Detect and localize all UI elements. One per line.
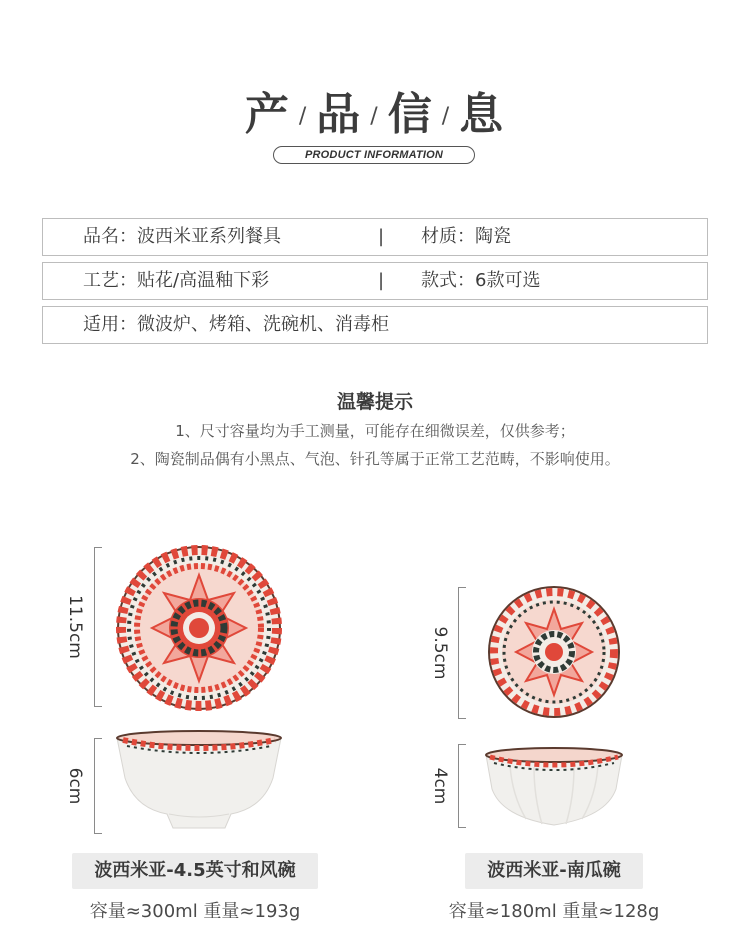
product-spec: 容量≈300ml 重量≈193g [89, 901, 301, 922]
pumpkin-bowl-side-view-image [482, 745, 626, 831]
title-separator: / [441, 103, 452, 129]
pumpkin-bowl-top-view-image [487, 585, 621, 719]
diameter-label: 9.5cm [430, 626, 450, 680]
bowl-top-view-image [116, 545, 282, 711]
tip-line: 2、陶瓷制品偶有小黑点、气泡、针孔等属于正常工艺范畴，不影响使用。 [130, 450, 620, 468]
info-row-usage [42, 306, 708, 344]
height-label: 6cm [65, 767, 85, 805]
diameter-dimension-line [94, 547, 101, 707]
craft-cell: 工艺：贴花/高温釉下彩 [83, 270, 270, 291]
material-cell: 材质：陶瓷 [421, 226, 511, 247]
product-name-badge: 波西米亚-南瓜碗 [465, 853, 643, 889]
product-spec: 容量≈180ml 重量≈128g [448, 901, 660, 922]
tip-line: 1、尺寸容量均为手工测量，可能存在细微误差，仅供参考； [175, 422, 575, 440]
bowl-side-view-image [113, 730, 285, 834]
style-cell: 款式：6款可选 [421, 270, 541, 291]
product-name-badge: 波西米亚-4.5英寸和风碗 [72, 853, 318, 889]
title-char: 息 [459, 89, 506, 140]
height-dimension-line [458, 744, 465, 828]
info-row-name-material [42, 218, 708, 256]
title-separator: / [370, 103, 380, 129]
page-title [0, 82, 750, 138]
row-divider: | [378, 270, 385, 291]
product-name-cell: 品名：波西米亚系列餐具 [83, 226, 281, 247]
title-char: 品 [316, 89, 363, 140]
title-char: 信 [387, 89, 434, 140]
subtitle-badge: PRODUCT INFORMATION [273, 146, 475, 164]
row-divider: | [378, 226, 385, 247]
diameter-dimension-line [458, 587, 465, 719]
info-row-craft-style [42, 262, 708, 300]
tips-title: 温馨提示 [336, 391, 413, 413]
diameter-label: 11.5cm [65, 595, 85, 659]
title-char: 产 [244, 89, 291, 140]
title-separator: / [298, 103, 309, 129]
height-dimension-line [94, 738, 101, 834]
height-label: 4cm [430, 767, 450, 805]
usage-cell: 适用：微波炉、烤箱、洗碗机、消毒柜 [83, 314, 389, 335]
